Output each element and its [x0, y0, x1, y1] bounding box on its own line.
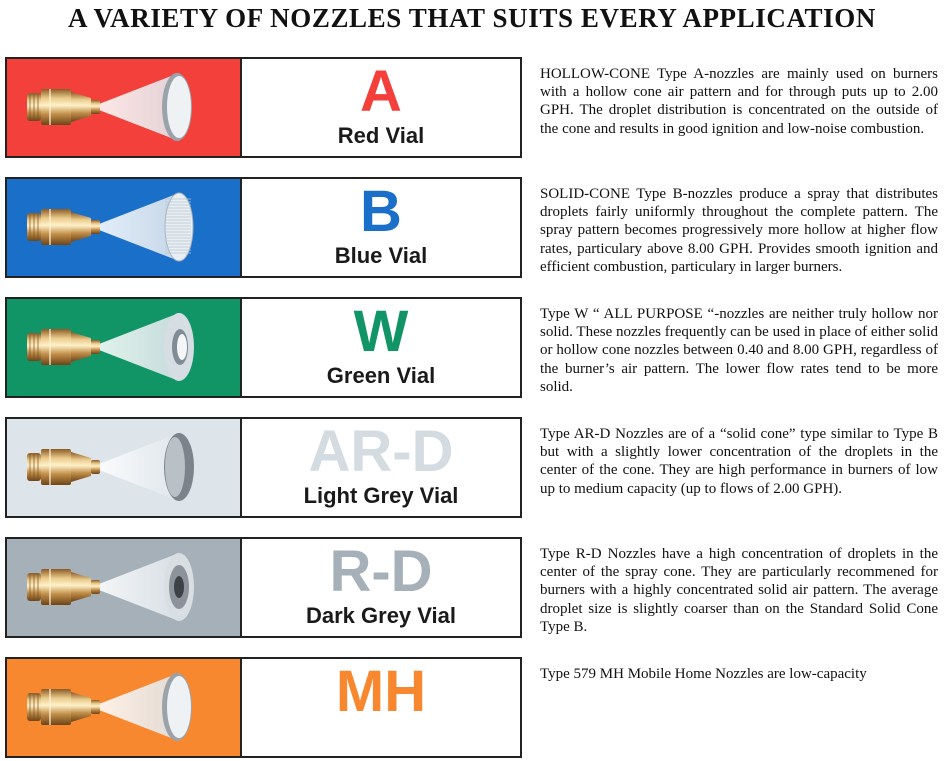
vial-color-name: Red Vial: [337, 123, 425, 148]
nozzle-spray-illustration: [7, 539, 240, 636]
nozzle-type-letter: R-D: [329, 539, 433, 604]
vial-label-box: [242, 179, 520, 276]
nozzle-description: Type R-D Nozzles have a high concentration of droplets in the center of the spray cone. They are particularly recommened for burners with a highly concentrated solid air pattern. The average droplet size is slightly coarser than on the Standard Solid Cone Type B.: [540, 546, 938, 635]
nozzle-card: [5, 177, 522, 278]
vial-color-swatch: [7, 539, 242, 636]
vial-color-swatch: [7, 419, 242, 516]
vial-color-name: Green Vial: [326, 363, 436, 388]
nozzle-type-letter: A: [360, 59, 402, 124]
vial-label-box: [242, 539, 520, 636]
nozzle-row: [0, 297, 944, 401]
vial-color-name: Blue Vial: [334, 243, 428, 268]
vial-color-swatch: [7, 59, 242, 156]
nozzle-card: [5, 417, 522, 518]
nozzle-spray-illustration: [7, 659, 240, 756]
nozzle-type-letter: W: [353, 299, 409, 364]
vial-label-box: [242, 299, 520, 396]
nozzle-description: Type 579 MH Mobile Home Nozzles are low-capacity: [540, 666, 867, 682]
nozzle-spray-illustration: [7, 179, 240, 276]
nozzle-row: [0, 657, 944, 761]
vial-color-swatch: [7, 299, 242, 396]
nozzle-spray-illustration: [7, 59, 240, 156]
nozzle-row: [0, 177, 944, 281]
nozzle-row: [0, 417, 944, 521]
page-title: A VARIETY OF NOZZLES THAT SUITS EVERY APPLICATION: [68, 3, 876, 33]
vial-label-box: [242, 59, 520, 156]
nozzle-type-letter: B: [360, 179, 402, 244]
vial-label-box: [242, 659, 520, 756]
nozzle-type-letter: MH: [335, 659, 427, 724]
nozzle-card: [5, 57, 522, 158]
nozzle-card: [5, 297, 522, 398]
nozzle-row: [0, 537, 944, 641]
nozzle-description: Type AR-D Nozzles are of a “solid cone” type similar to Type B but with a slightly lower concentration of the droplets in the center of the cone. They are high performance in burners of low up to medium capacity (up to flows of 2.00 GPH).: [540, 426, 938, 497]
nozzle-card: [5, 657, 522, 758]
nozzle-description: HOLLOW-CONE Type A-nozzles are mainly used on burners with a hollow cone air pattern and for through puts up to 2.00 GPH. The droplet distribution is concentrated on the outside of the cone and results in good ignition and low-noise combustion.: [540, 66, 938, 137]
nozzle-description: Type W “ ALL PURPOSE “-nozzles are neither truly hollow nor solid. These nozzles frequently can be used in place of either solid or hollow cone nozzles between 0.40 and 8.00 GPH, regardless of the burner’s air pattern. The lower flow rates tend to be more solid.: [540, 306, 938, 395]
nozzle-row: [0, 57, 944, 161]
vial-color-name: Light Grey Vial: [303, 483, 459, 508]
vial-color-swatch: [7, 659, 242, 756]
nozzle-spray-illustration: [7, 299, 240, 396]
nozzle-card: [5, 537, 522, 638]
vial-color-name: Dark Grey Vial: [305, 603, 457, 628]
nozzle-spray-illustration: [7, 419, 240, 516]
nozzle-description: SOLID-CONE Type B-nozzles produce a spray that distributes droplets fairly uniformly throughout the complete pattern. The spray pattern becomes progressively more hollow at higher flow rates, particulary above 8.00 GPH. Provides smooth ignition and efficient combustion, particulary in larger burners.: [540, 186, 938, 275]
nozzle-type-letter: AR-D: [308, 419, 454, 484]
vial-label-box: [242, 419, 520, 516]
vial-color-swatch: [7, 179, 242, 276]
